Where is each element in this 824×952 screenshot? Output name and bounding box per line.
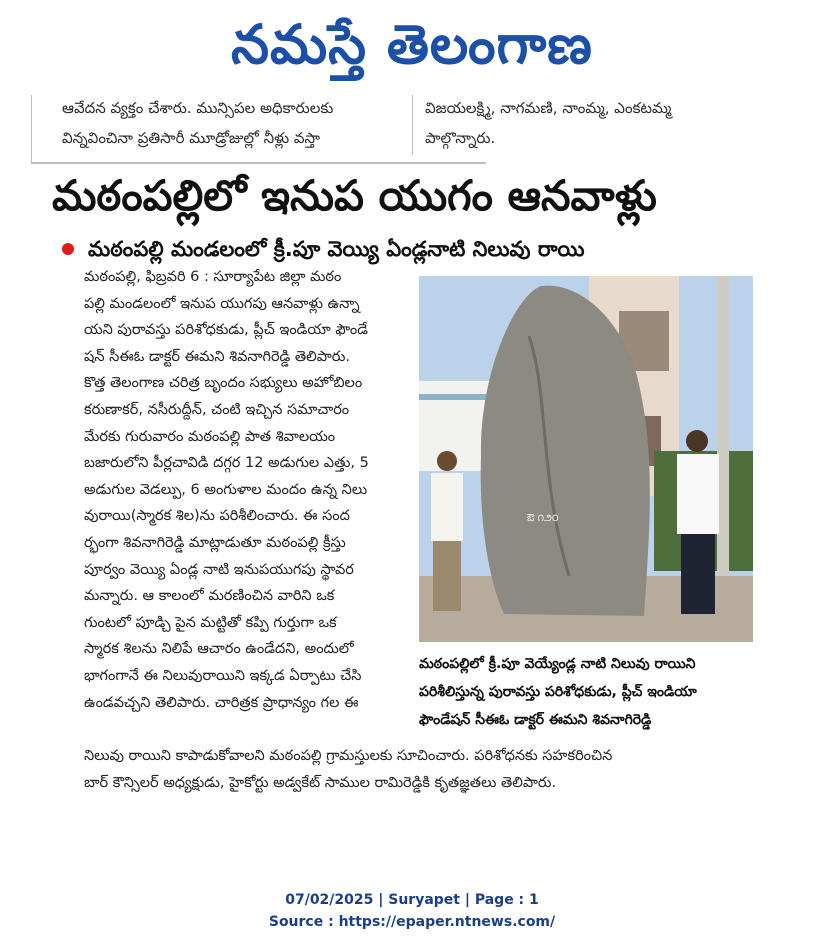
article-body-continuation bbox=[84, 743, 764, 796]
photo-person-right-trousers bbox=[681, 534, 715, 614]
article-body-column bbox=[84, 264, 414, 716]
body-line: పల్లి మండలంలో ఇనుప యుగపు ఆనవాళ్లు ఉన్నా bbox=[84, 295, 360, 312]
photo-illustration bbox=[419, 276, 753, 642]
photo-person-left-head bbox=[437, 451, 457, 471]
column-divider bbox=[412, 95, 413, 155]
caption-line: మఠంపల్లిలో క్రీ.పూ వెయ్యేండ్ల నాటి నిలువు రాయిని bbox=[419, 656, 696, 672]
body-line: మేరకు గురువారం మఠంపల్లి పాత శివాలయం bbox=[84, 428, 336, 445]
previous-article-left-column bbox=[62, 93, 402, 153]
body-line: ఉండవచ్చని తెలిపారు. చారిత్రక ప్రాధాన్యం గల ఈ bbox=[84, 694, 359, 711]
photo-person-left-trousers bbox=[433, 541, 461, 611]
photo-railing bbox=[419, 394, 489, 400]
photo-person-right-head bbox=[686, 430, 708, 452]
photo-caption bbox=[419, 650, 759, 734]
masthead-title: నమస్తే తెలంగాణ bbox=[231, 13, 593, 76]
body-line: అడుగుల వెడల్పు, 6 అంగుళాల మందం ఉన్న నిలు bbox=[84, 481, 368, 498]
column-divider bbox=[31, 95, 32, 163]
article-headline: మఠంపల్లిలో ఇనుప యుగం ఆనవాళ్లు bbox=[52, 171, 657, 220]
body-line: నిలువు రాయిని కాపాడుకోవాలని మఠంపల్లి గ్రామస్తులకు సూచించారు. పరిశోధనకు సహకరించిన bbox=[84, 748, 613, 764]
body-line: పూర్వం వెయ్యి ఏండ్ల నాటి ఇనుపయుగపు స్థావర bbox=[84, 561, 354, 578]
body-line: షన్ సీఈఓ డాక్టర్ ఈమని శివనాగిరెడ్డి తెలిపారు. bbox=[84, 348, 350, 365]
section-divider bbox=[31, 162, 486, 164]
photo-stone-inscription: ఔ ౧౨౦ bbox=[527, 513, 559, 524]
footer-edition-line: 07/02/2025 | Suryapet | Page : 1 bbox=[285, 892, 539, 908]
previous-article-line: విన్నవించినా ప్రతిసారీ మూడ్రోజుల్లో నీళ్లు వస్తా bbox=[62, 129, 321, 147]
body-line: బజారులోని పీర్లచావిడి దగ్గర 12 అడుగుల ఎత్తు, 5 bbox=[84, 455, 369, 472]
previous-article-line: పాల్గొన్నారు. bbox=[425, 129, 496, 147]
photo-pole bbox=[717, 276, 729, 616]
caption-line: ఫౌండేషన్ సీఈఓ డాక్టర్ ఈమని శివనాగిరెడ్డి bbox=[419, 712, 652, 728]
body-line: ర్భంగా శివనాగిరెడ్డి మాట్లాడుతూ మఠంపల్లి క్రీస్తు bbox=[84, 534, 346, 551]
body-line: యని పురావస్తు పరిశోధకుడు, ప్లీచ్ ఇండియా ఫౌండే bbox=[84, 322, 368, 339]
body-line: భాగంగానే ఈ నిలువురాయిని ఇక్కడ ఏర్పాటు చేసి bbox=[84, 667, 362, 684]
body-line: కరుణాకర్, నసీరుద్దీన్, చంటి ఇచ్చిన సమాచారం bbox=[84, 401, 350, 418]
previous-article-right-column bbox=[425, 93, 765, 153]
article-photo bbox=[419, 276, 753, 642]
footer-source-line: Source : https://epaper.ntnews.com/ bbox=[268, 914, 556, 930]
body-line: వురాయి(స్మారక శిల)ను పరిశీలించారు. ఈ సంద bbox=[84, 508, 350, 525]
photo-person-left-shirt bbox=[431, 473, 463, 541]
body-line: గుంటలో పూడ్చి పైన మట్టితో కప్పి గుర్తుగా ఒక bbox=[84, 614, 337, 631]
caption-line: పరిశీలిస్తున్న పురావస్తు పరిశోధకుడు, ప్లీచ్ ఇండియా bbox=[419, 684, 697, 700]
article-subheadline bbox=[62, 232, 782, 266]
body-line: మన్నారు. ఆ కాలంలో మరణించిన వారిని ఒక bbox=[84, 588, 335, 605]
body-line: కొత్త తెలంగాణ చరిత్ర బృందం సభ్యులు అహోబిలం bbox=[84, 375, 363, 392]
body-line: మఠంపల్లి, ఫిబ్రవరి 6 : సూర్యాపేట జిల్లా మఠం bbox=[84, 269, 342, 285]
body-line: బార్ కౌన్సిలర్ అధ్యక్షుడు, హైకోర్టు అడ్వకేట్ సాముల రామిరెడ్డికి కృతజ్ఞతలు తెలిపారు. bbox=[84, 774, 557, 791]
bullet-icon bbox=[62, 243, 74, 255]
previous-article-line: ఆవేదన వ్యక్తం చేశారు. మున్సిపల అధికారులకు bbox=[62, 99, 334, 117]
body-line: స్మారక శిలను నిలిపే ఆచారం ఉండేదని, అందులో bbox=[84, 641, 354, 658]
photo-person-right-shirt bbox=[677, 454, 719, 534]
subheadline-text: మఠంపల్లి మండలంలో క్రీ.పూ వెయ్యి ఏండ్లనాటి నిలువు రాయి bbox=[88, 237, 585, 261]
previous-article-line: విజయలక్ష్మి, నాగమణి, నాంమ్మ, ఎంకటమ్మ bbox=[425, 99, 672, 117]
